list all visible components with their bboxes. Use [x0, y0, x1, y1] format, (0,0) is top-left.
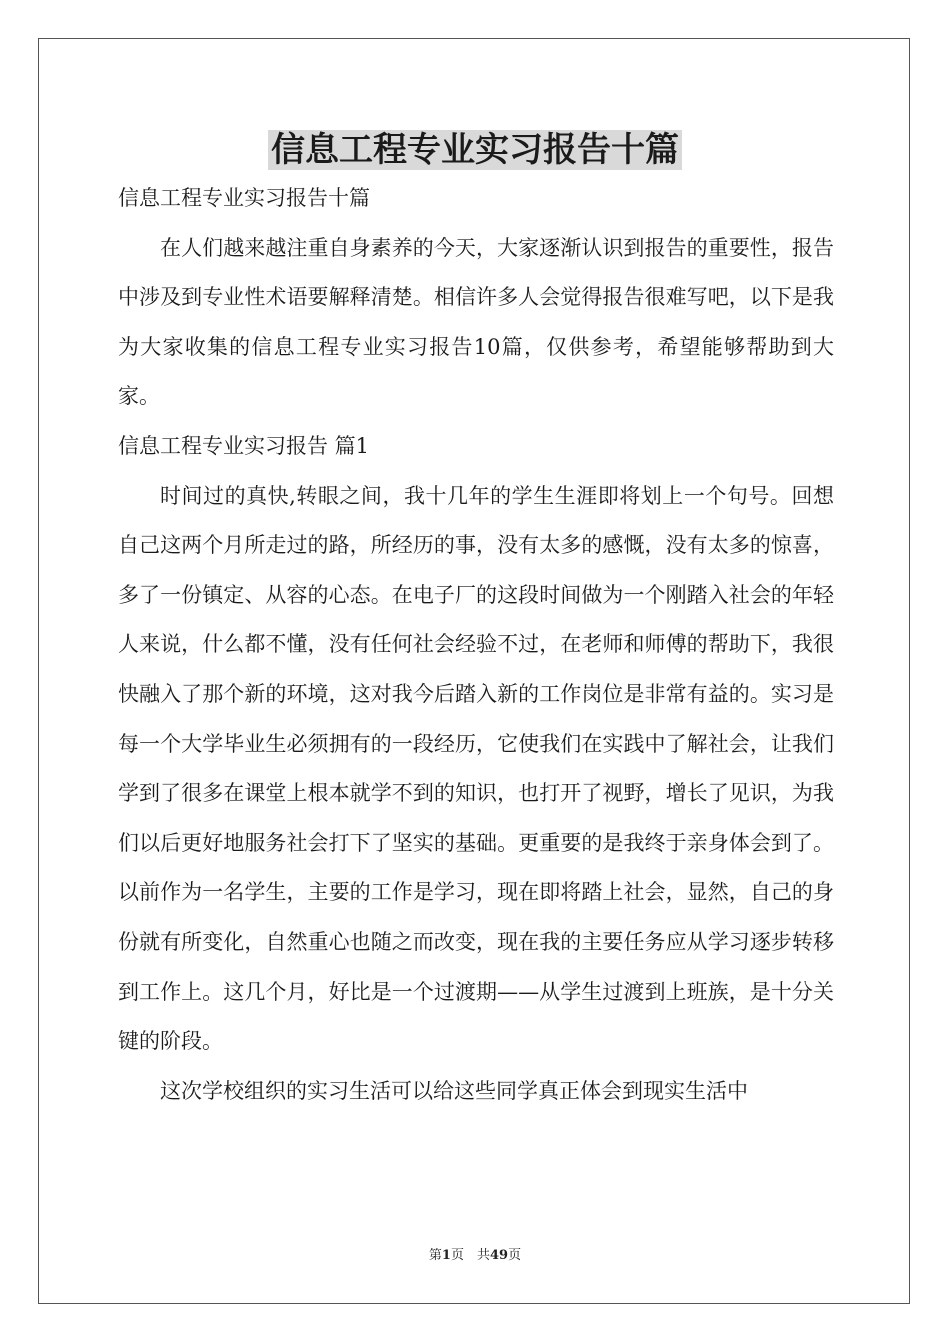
document-body — [118, 174, 834, 1116]
document-title-text: 信息工程专业实习报告十篇 — [268, 130, 682, 170]
body-paragraph-2: 这次学校组织的实习生活可以给这些同学真正体会到现实生活中 — [160, 1078, 748, 1103]
footer-page-number: 1 — [441, 1248, 451, 1263]
body-paragraph-1: 时间过的真快,转眼之间，我十几年的学生生涯即将划上一个句号。回想自己这两个月所走过的路，所经历的事，没有太多的感慨，没有太多的惊喜，多了一份镇定、从容的心态。在电子厂的这段时间做为一个刚踏入社会的年轻人来说，什么都不懂，没有任何社会经验不过，在老师和师傅的帮助下，我很快融入了那个新的环境，这对我今后踏入新的工作岗位是非常有益的。实习是每一个大学毕业生必须拥有的一段经历，它使我们在实践中了解社会，让我们学到了很多在课堂上根本就学不到的知识，也打开了视野，增长了见识，为我们以后更好地服务社会打下了坚实的基础。更重要的是我终于亲身体会到了。以前作为一名学生，主要的工作是学习，现在即将踏上社会，显然，自己的身份就有所变化，自然重心也随之而改变，现在我的主要任务应从学习逐步转移到工作上。这几个月，好比是一个过渡期——从学生过渡到上班族，是十分关键的阶段。 — [118, 483, 834, 1054]
section-heading: 信息工程专业实习报告 篇1 — [118, 433, 370, 458]
document-subtitle: 信息工程专业实习报告十篇 — [118, 186, 370, 210]
footer-middle: 页 共 — [450, 1248, 490, 1263]
footer-total-pages: 49 — [489, 1248, 509, 1263]
page-footer — [0, 1246, 950, 1266]
footer-suffix: 页 — [508, 1248, 522, 1263]
intro-paragraph: 在人们越来越注重自身素养的今天，大家逐渐认识到报告的重要性，报告中涉及到专业性术语要解释清楚。相信许多人会觉得报告很难写吧，以下是我为大家收集的信息工程专业实习报告10篇，仅供参考，希望能够帮助到大家。 — [118, 235, 834, 409]
footer-prefix: 第 — [428, 1248, 442, 1263]
document-title — [0, 124, 950, 176]
